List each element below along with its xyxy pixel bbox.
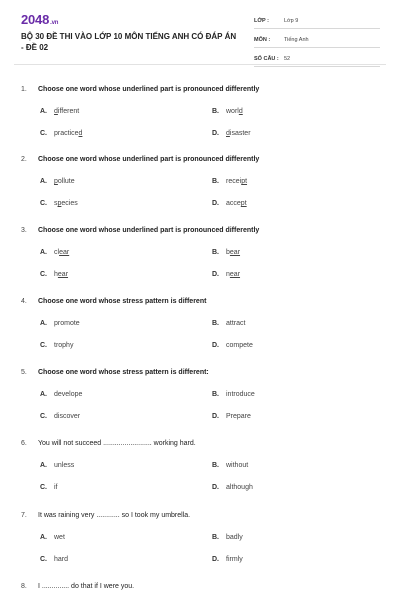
option-word-post: ifferent [57,108,80,115]
option-word [226,108,243,115]
question-text: Choose one word whose stress pattern is different [38,298,207,305]
option-word [226,249,240,256]
option-b[interactable] [212,108,243,115]
option-word-underlined: d [238,108,243,115]
option-word [54,108,79,115]
option-a[interactable] [40,534,65,541]
meta-label: SỐ CÂU : [254,56,279,62]
site-logo[interactable] [21,12,58,27]
option-letter: C. [40,342,47,349]
option-word-underlined: d [226,130,230,137]
option-c[interactable] [40,342,73,349]
option-word-underlined: pt [240,200,247,207]
option-d[interactable] [212,271,240,278]
option-word-pre: compete [226,342,253,349]
option-word-pre: introduce [226,391,255,398]
option-c[interactable] [40,556,68,563]
option-word [54,271,68,278]
option-word-pre: firmly [226,556,243,563]
option-word-pre: Prepare [226,413,251,420]
meta-label: MÔN : [254,37,271,43]
option-a[interactable] [40,178,75,185]
option-word-pre: discover [54,413,81,420]
option-letter: B. [212,534,219,541]
logo-tld: .vn [50,20,59,26]
option-word [54,462,74,469]
exam-header [0,0,400,62]
option-b[interactable] [212,391,255,398]
question-text: It was raining very ............ so I took my umbrella. [38,512,191,519]
option-letter: A. [40,108,47,115]
exam-title: BỘ 30 ĐỀ THI VÀO LỚP 10 MÔN TIẾNG ANH CÓ ĐÁP ÁN - ĐỀ 02 [21,32,237,52]
option-word-pre: worl [226,108,239,115]
option-letter: C. [40,130,47,137]
option-word-post: ollute [57,178,75,185]
option-word-underlined: ear [229,271,241,278]
question-6 [21,440,196,447]
option-letter: B. [212,108,219,115]
option-word-pre: develope [54,391,83,398]
question-number: 6. [21,440,27,447]
option-letter: A. [40,462,47,469]
option-word-pre: hard [54,556,69,563]
option-letter: D. [212,413,219,420]
option-d[interactable] [212,556,243,563]
question-number: 3. [21,227,27,234]
option-b[interactable] [212,462,248,469]
option-word-pre: although [226,484,253,491]
option-word-underlined: pt [241,178,248,185]
option-word-pre: acce [226,200,241,207]
option-word [226,342,253,349]
option-a[interactable] [40,108,79,115]
option-word [54,413,80,420]
option-b[interactable] [212,320,245,327]
meta-value: Lớp 9 [284,18,299,24]
question-8 [21,583,134,590]
option-word [226,556,243,563]
option-letter: C. [40,556,47,563]
option-letter: C. [40,484,47,491]
option-c[interactable] [40,200,78,207]
option-a[interactable] [40,249,69,256]
option-word [226,462,248,469]
question-number: 1. [21,86,27,93]
question-1 [21,86,259,93]
option-letter: A. [40,534,47,541]
question-5 [21,369,209,376]
option-word-underlined: d [54,108,58,115]
question-7 [21,512,190,519]
option-word [54,391,82,398]
option-word [54,130,82,137]
option-letter: A. [40,249,47,256]
option-letter: B. [212,391,219,398]
option-word [226,320,245,327]
option-word-pre: trophy [54,342,74,349]
question-text: Choose one word whose underlined part is pronounced differently [38,86,260,93]
option-word [226,130,251,137]
option-word-pre: h [54,271,58,278]
option-letter: D. [212,484,219,491]
option-letter: A. [40,320,47,327]
option-letter: B. [212,178,219,185]
question-text: I .............. do that if I were you. [38,583,135,590]
option-word-pre: wet [54,534,65,541]
question-text: Choose one word whose underlined part is pronounced differently [38,156,260,163]
question-number: 4. [21,298,27,305]
option-word [226,200,247,207]
option-word-pre: badly [226,534,243,541]
option-word [54,320,80,327]
option-word-pre: recei [226,178,242,185]
option-letter: B. [212,320,219,327]
option-word-post: ecies [61,200,78,207]
option-a[interactable] [40,320,80,327]
option-word [226,391,255,398]
option-letter: B. [212,249,219,256]
option-letter: C. [40,200,47,207]
option-word-pre: without [226,462,249,469]
option-word-pre: b [226,249,230,256]
option-word [226,271,240,278]
meta-value: Tiếng Anh [284,37,309,43]
option-word-underlined: ear [57,271,69,278]
option-d[interactable] [212,342,253,349]
option-letter: C. [40,271,47,278]
option-word-pre: promote [54,320,80,327]
option-word-pre: cl [54,249,60,256]
option-letter: D. [212,556,219,563]
option-letter: D. [212,271,219,278]
option-letter: D. [212,342,219,349]
meta-value: 52 [284,56,291,62]
option-d[interactable] [212,200,247,207]
option-word [54,249,69,256]
option-letter: D. [212,200,219,207]
option-letter: D. [212,130,219,137]
option-word [54,484,58,491]
question-number: 7. [21,512,27,519]
exam-meta [254,14,380,71]
option-letter: B. [212,462,219,469]
question-3 [21,227,259,234]
option-word-underlined: ear [229,249,241,256]
question-text: You will not succeed ......................... working hard. [38,440,196,447]
question-text: Choose one word whose stress pattern is different: [38,369,209,376]
question-number: 2. [21,156,27,163]
option-word-pre: if [54,484,58,491]
meta-row-subject [254,33,380,48]
option-letter: A. [40,391,47,398]
option-letter: C. [40,413,47,420]
meta-row-class [254,14,380,29]
option-word-pre: attract [226,320,246,327]
option-word [54,178,75,185]
option-d[interactable] [212,130,251,137]
logo-main: 2048 [21,12,50,27]
option-word-pre: s [54,200,58,207]
option-letter: A. [40,178,47,185]
option-word-pre: unless [54,462,75,469]
option-word-pre: n [226,271,230,278]
option-word [54,200,78,207]
question-text: Choose one word whose underlined part is pronounced differently [38,227,260,234]
option-word-pre: practice [54,130,79,137]
option-word [226,178,247,185]
option-d[interactable] [212,484,253,491]
option-word [54,342,73,349]
question-number: 5. [21,369,27,376]
option-a[interactable] [40,462,74,469]
option-word [226,413,251,420]
option-word [226,534,243,541]
option-word-underlined: ear [59,249,70,256]
option-c[interactable] [40,413,80,420]
option-word-underlined: d [78,130,83,137]
question-number: 8. [21,583,27,590]
option-word [226,484,253,491]
option-d[interactable] [212,413,251,420]
option-c[interactable] [40,130,82,137]
header-divider [14,64,386,65]
option-word [54,556,68,563]
option-word-post: isaster [229,130,251,137]
question-2 [21,156,259,163]
option-b[interactable] [212,534,243,541]
option-b[interactable] [212,249,240,256]
option-c[interactable] [40,271,68,278]
option-a[interactable] [40,391,82,398]
meta-label: LỚP : [254,18,269,24]
option-word [54,534,65,541]
option-b[interactable] [212,178,247,185]
option-c[interactable] [40,484,58,491]
option-word-underlined: p [54,178,58,185]
question-4 [21,298,206,305]
option-word-underlined: p [57,200,62,207]
